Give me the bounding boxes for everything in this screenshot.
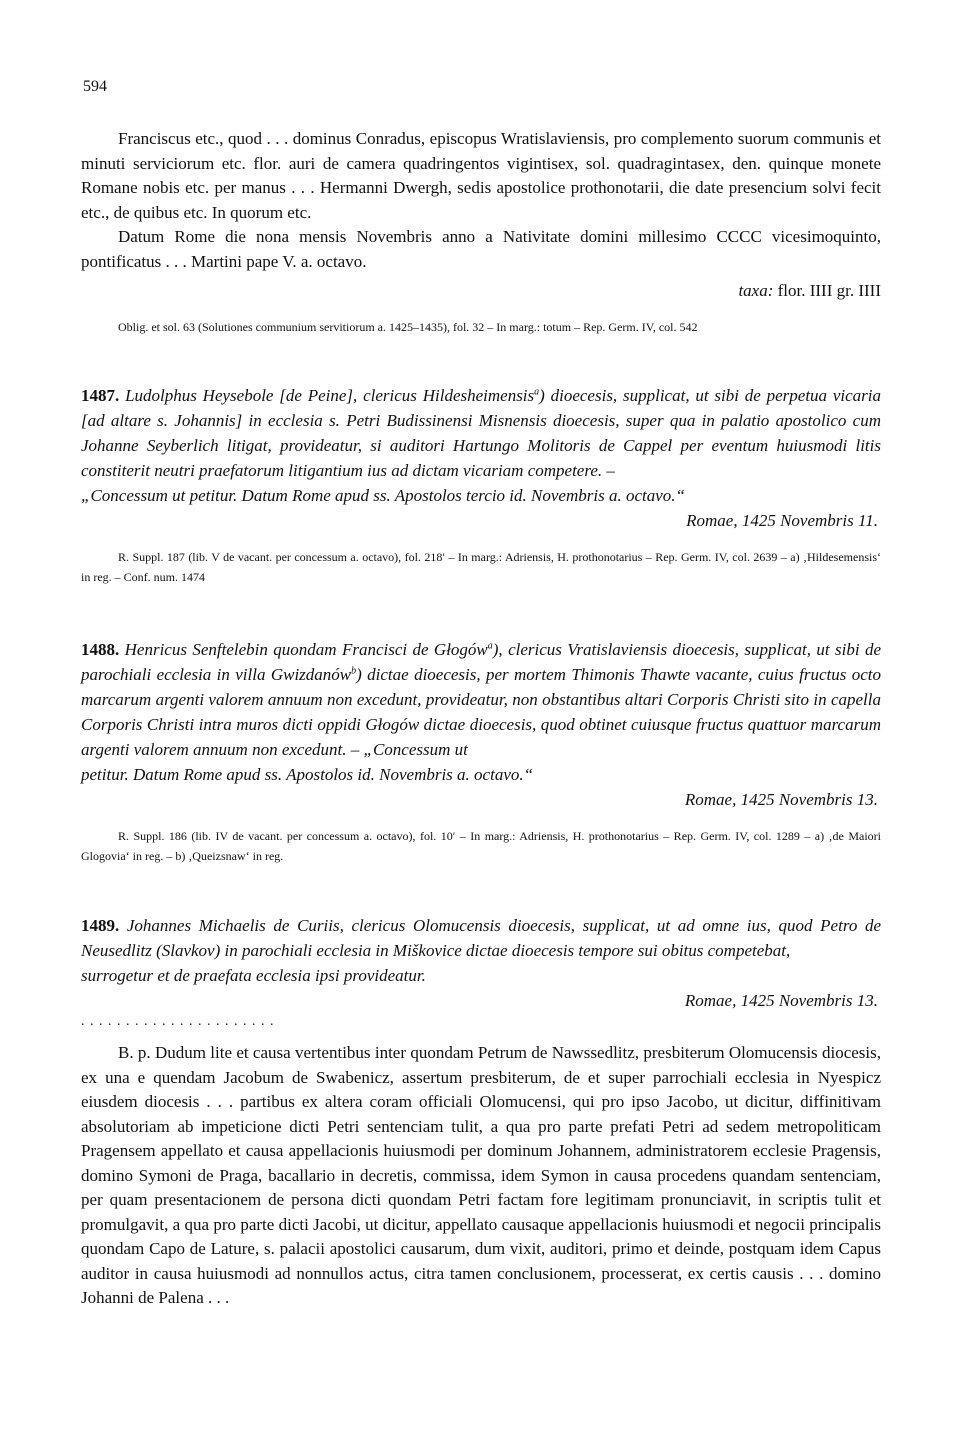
prev-entry-paragraph-1: Franciscus etc., quod . . . dominus Conradus, episcopus Wratislaviensis, pro complemento suorum communis et minuti serviciorum etc. flor. auri de camera quadringentos vigintisex, sol. quadragintasex, den. quinque monete Romane nobis etc. per manus . . . Hermanni Dwergh, sedis apostolice prothonotarii, die date presencium solvi fecit etc., de quibus etc. In quorum etc. <box>81 129 881 222</box>
entry-1488-concessum: petitur. Datum Rome apud ss. Apostolos id. Novembris a. octavo.“ <box>81 765 534 784</box>
entry-1488-date: Romae, 1425 Novembris 13. <box>684 790 878 809</box>
taxa-label: taxa: <box>738 281 774 300</box>
entry-1487 <box>81 383 881 587</box>
entry-number: 1488. <box>81 640 120 659</box>
taxa-line <box>81 279 881 304</box>
prev-entry <box>81 127 881 337</box>
entry-1487-concessum: „Concessum ut petitur. Datum Rome apud ss. Apostolos tercio id. Novembris a. octavo.“ <box>81 486 685 505</box>
entry-1487-text: 1487. Ludolphus Heysebole [de Peine], clericus Hildesheimensis$^a$) dioecesis, supplicat, ut sibi de perpetua vicaria [ad altare s. Johannis] in ecclesia s. Petri Budissinensi Misnensis dioecesis, super qua in palatio apostolico cum Johanne Seyberlich litigat, provideatur, si auditori Hartungo Molitoris de Cappel per eventum huiusmodi litis constiterit neutri praefatorum litigantium ius ad dictam vicariam competere. – <box>81 386 882 480</box>
taxa-value: flor. IIII gr. IIII <box>777 281 881 300</box>
entry-1489 <box>81 913 881 1311</box>
entry-1489-body: B. p. Dudum lite et causa vertentibus inter quondam Petrum de Nawssedlitz, presbiterum Olomucensis diocesis, ex una e quendam Jacobum de Swabenicz, assertum presbiterum, de et super parrochiali ecclesia in Nyespicz eiusdem diocesis . . . partibus ex altera coram officiali Olomucensi, qui pro ipso Jacobo, ut dicitur, diffinitivam absolutoriam ab impeticione dicti Petri sentenciam tulit, a qua pro parte prefati Petri ad sedem metropoliticam Pragensem appellato et causa appellacionis huiusmodi per dominum Johannem, administratorem ecclesie Pragensis, domino Symoni de Praga, bacallario in decretis, commissa, idem Symon in causa procedens quandam sentenciam, per quam presentacionem de persona dicti quondam Petri factam fore legitimam pronunciavit, in scriptis tulit et promulgavit, a qua pro parte dicti Jacobi, ut dicitur, appellato causaque appellacionis huiusmodi et negocii principalis quondam Capo de Lature, s. palacii apostolici causarum, dum vixit, auditori, primo et deinde, postquam idem Capus auditor in causa huiusmodi ad nonnullos actus, citra tamen conclusionem, processerat, ex certis causis . . . domino Johanni de Palena . . . <box>81 1043 881 1307</box>
entry-number: 1489. <box>81 916 120 935</box>
entry-1489-concessum: surrogetur et de praefata ecclesia ipsi provideatur. <box>81 966 426 985</box>
footnote-marker: b <box>351 665 357 677</box>
entry-1487-date: Romae, 1425 Novembris 11. <box>686 511 878 530</box>
footnote-marker: a <box>534 386 540 398</box>
omission-dots: . . . . . . . . . . . . . . . . . . . . . . <box>81 1014 275 1029</box>
prev-entry-paragraph-2: Datum Rome die nona mensis Novembris anno a Nativitate domini millesimo CCCC vicesimoquinto, pontificatus . . . Martini pape V. a. octavo. <box>81 227 881 271</box>
entry-1489-text: 1489. Johannes Michaelis de Curiis, clericus Olomucensis dioecesis, supplicat, ut ad omne ius, quod Petro de Neusedlitz (Slavkov) in parochiali ecclesia in Miškovice dictae dioecesis tempore sui obitus competebat, <box>81 916 881 960</box>
entry-1488-text: 1488. Henricus Senftelebin quondam Francisci de Głogów$^a$), clericus Vratislaviensis dioecesis, supplicat, ut sibi de parochiali ecclesia in villa Gwizdanów$^b$) dictae dioecesis, per mortem Thimonis Thawte vacante, cuius fructus octo marcarum argenti valorem annuum non excedunt, provideatur, non obstantibus altari Corporis Christi sito in capella Corporis Christi intra muros dicti oppidi Głogów dictae dioecesis, quod obtinet cuiusque fructus quattuor marcarum argenti valorem annuum non excedunt. – „Concessum ut <box>81 640 881 759</box>
entry-1488 <box>81 637 881 866</box>
entry-number: 1487. <box>81 386 120 405</box>
page-number: 594 <box>83 78 107 95</box>
prev-entry-source: Oblig. et sol. 63 (Solutiones communium servitiorum a. 1425–1435), fol. 32 – In marg.: totum – Rep. Germ. IV, col. 542 <box>118 319 698 334</box>
entry-1487-source: R. Suppl. 187 (lib. V de vacant. per concessum a. octavo), fol. 218′ – In marg.: Adriensis, H. prothonotarius – Rep. Germ. IV, col. 2639 – a) ‚Hildesemensis‘ in reg. – Conf. num. 1474 <box>81 550 881 584</box>
footnote-marker: a <box>487 640 493 652</box>
entry-1488-source: R. Suppl. 186 (lib. IV de vacant. per concessum a. octavo), fol. 10′ – In marg.: Adriensis, H. prothonotarius – Rep. Germ. IV, col. 1289 – a) ‚de Maiori Glogovia‘ in reg. – b) ‚Queizsnaw‘ in reg. <box>81 829 881 863</box>
entry-1489-date: Romae, 1425 Novembris 13. <box>684 991 878 1010</box>
